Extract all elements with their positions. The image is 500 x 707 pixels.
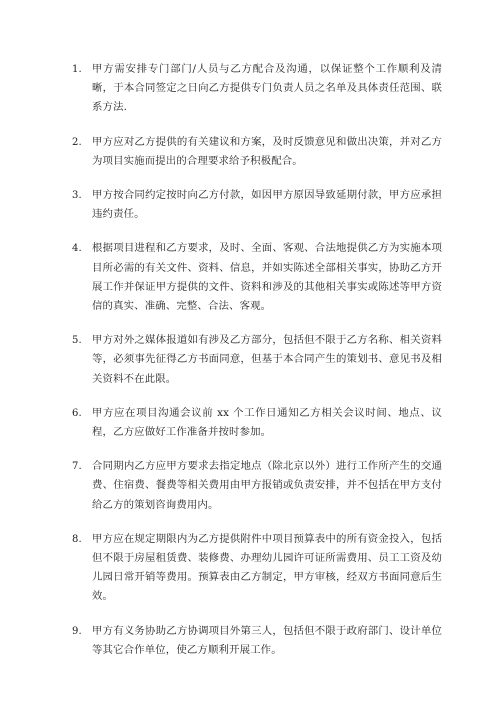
clause-text: 甲方需安排专门部门/人员与乙方配合及沟通，以保证整个工作顺利及清晰，于本合同签定之日向乙方提供专门负责人员之名单及具体责任范围、联系方法. [92,63,442,114]
clause-number: 8. [72,533,82,545]
clause-text: 甲方有义务协助乙方协调项目外第三人，包括但不限于政府部门、设计单位等其它合作单位，使乙方顺利开展工作。 [92,624,442,656]
clause-number: 6. [72,407,82,419]
clause-number: 7. [72,461,82,473]
clause-list [72,60,442,675]
clause-number: 9. [72,625,82,637]
clause-item-4 [72,239,442,316]
clause-number: 3. [72,190,82,202]
clause-text: 合同期内乙方应甲方要求去指定地点（除北京以外）进行工作所产生的交通费、住宿费、餐费等相关费用由甲方报销或负责安排，并不包括在甲方支付给乙方的策划咨询费用内。 [92,460,442,511]
clause-item-8 [72,530,442,607]
clause-number: 1. [72,64,82,75]
clause-number: 2. [72,136,82,148]
clause-text: 甲方应在项目沟通会议前 xx 个工作日通知乙方相关会议时间、地点、议程，乙方应做好工作准备并按时参加。 [92,406,442,439]
clause-number: 5. [72,335,82,347]
clause-text: 甲方应对乙方提供的有关建议和方案，及时反馈意见和做出决策，并对乙方为项目实施而提出的合理要求给予积极配合。 [92,135,442,167]
clause-item-3 [72,186,442,224]
clause-item-5 [72,331,442,389]
clause-item-6 [72,404,442,442]
clause-number: 4. [72,243,82,255]
clause-text: 甲方对外之媒体报道如有涉及乙方部分，包括但不限于乙方名称、相关资料等，必须事先征得乙方书面同意，但基于本合同产生的策划书、意见书及相关资料不在此限。 [92,334,442,385]
clause-text: 根据项目进程和乙方要求，及时、全面、客观、合法地提供乙方为实施本项目所必需的有关文件、资料、信息，并如实陈述全部相关事实，协助乙方开展工作并保证甲方提供的文件、资料和涉及的其他相关事实或陈述等甲方资信的真实、准确、完整、合法、客观。 [92,242,442,313]
clause-item-2 [72,133,442,171]
clause-item-1 [72,60,442,118]
clause-text: 甲方应在规定期限内为乙方提供附件中项目预算表中的所有资金投入，包括但不限于房屋租赁费、装修费、办理幼儿园许可证所需费用、员工工资及幼儿园日常开销等费用。预算表由乙方制定，甲方审核，经双方书面同意后生效。 [92,532,442,603]
clause-item-9 [72,622,442,660]
clause-item-7 [72,457,442,515]
clause-text: 甲方按合同约定按时向乙方付款，如因甲方原因导致延期付款，甲方应承担违约责任。 [92,189,442,221]
